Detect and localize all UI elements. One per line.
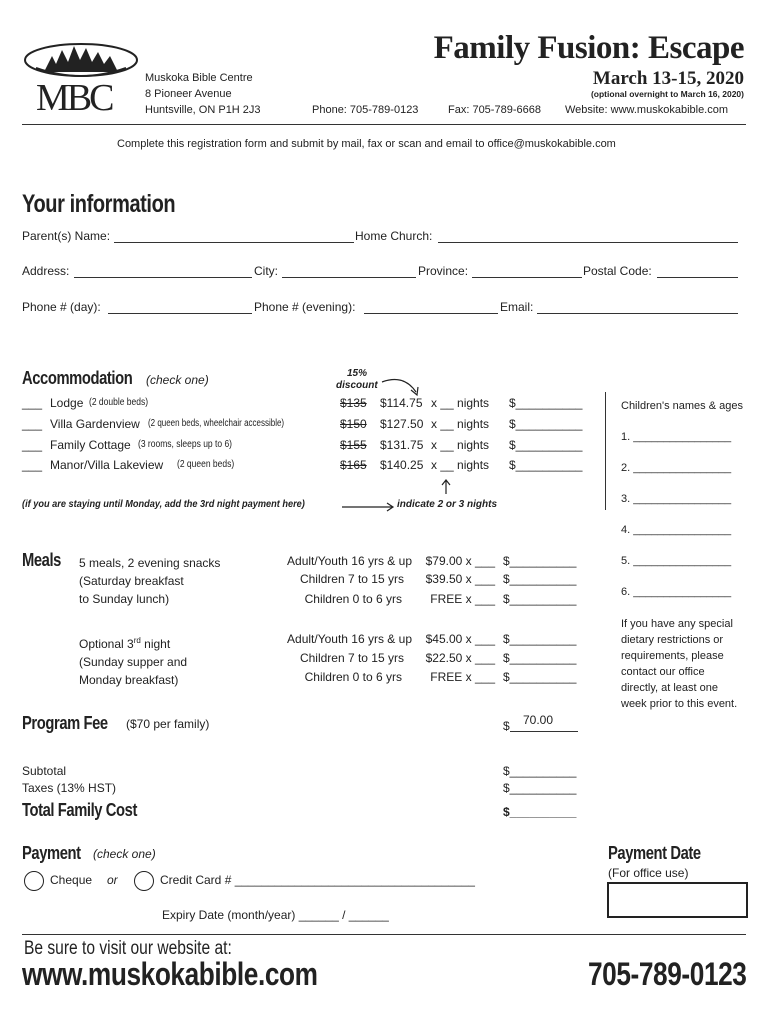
- child-line[interactable]: 2. ________________: [621, 462, 732, 474]
- accommodation-nights[interactable]: x __ nights: [431, 396, 490, 410]
- meal-label: Children 7 to 15 yrs: [299, 572, 404, 586]
- taxes-field[interactable]: $__________: [503, 781, 577, 795]
- office-use-label: (For office use): [608, 866, 689, 880]
- city-field[interactable]: [282, 277, 416, 278]
- event-dates: March 13-15, 2020: [592, 68, 744, 89]
- child-line[interactable]: 3. ________________: [621, 493, 732, 505]
- meal-total[interactable]: $__________: [503, 572, 577, 586]
- optional-night-line: Monday breakfast): [79, 673, 179, 687]
- dietary-line: dietary restrictions or: [621, 634, 724, 646]
- header-divider: [22, 124, 746, 125]
- cheque-label: Cheque: [50, 873, 93, 887]
- province-field[interactable]: [472, 277, 582, 278]
- accommodation-nights[interactable]: x __ nights: [431, 438, 490, 452]
- payment-heading: Payment: [22, 843, 81, 863]
- address-field[interactable]: [74, 277, 252, 278]
- church-label: Home Church:: [355, 229, 433, 243]
- postal-label: Postal Code:: [583, 264, 652, 278]
- credit-radio[interactable]: [134, 871, 154, 891]
- meal-row: [240, 632, 585, 650]
- phone-day-label: Phone # (day):: [22, 300, 101, 314]
- child-line[interactable]: 4. ________________: [621, 524, 732, 536]
- footer-divider: [22, 934, 746, 935]
- accommodation-total[interactable]: $__________: [509, 458, 583, 472]
- meal-price[interactable]: $79.00 x ___: [425, 554, 495, 568]
- phone-text: Phone: 705-789-0123: [312, 104, 419, 116]
- accommodation-check[interactable]: ___: [22, 438, 43, 452]
- right-arrow-icon: [342, 502, 396, 512]
- accommodation-row: [22, 438, 592, 456]
- meal-price[interactable]: FREE x ___: [430, 670, 495, 684]
- accommodation-old-price: $165: [340, 458, 367, 472]
- accommodation-detail: (3 rooms, sleeps up to 6): [138, 439, 233, 450]
- meals-heading: Meals: [22, 550, 61, 570]
- meal-label: Children 0 to 6 yrs: [304, 670, 402, 684]
- accommodation-new-price: $114.75: [380, 396, 423, 410]
- church-field[interactable]: [438, 242, 738, 243]
- accommodation-old-price: $135: [340, 396, 367, 410]
- footer-phone[interactable]: 705-789-0123: [588, 956, 747, 992]
- accommodation-check[interactable]: ___: [22, 458, 43, 472]
- cheque-radio[interactable]: [24, 871, 44, 891]
- program-note: ($70 per family): [126, 717, 210, 731]
- logo: [22, 38, 140, 118]
- meals-desc: [79, 554, 220, 608]
- address-label: Address:: [22, 264, 70, 278]
- org-address1: 8 Pioneer Avenue: [145, 88, 232, 100]
- logo-text: MBC: [36, 77, 112, 119]
- meal-total[interactable]: $__________: [503, 592, 577, 606]
- info-heading: Your information: [22, 190, 176, 218]
- accommodation-old-price: $155: [340, 438, 367, 452]
- accommodation-check[interactable]: ___: [22, 396, 43, 410]
- accommodation-row: [22, 396, 592, 414]
- accommodation-row: [22, 417, 592, 435]
- meal-row: [240, 554, 585, 572]
- meal-price[interactable]: $45.00 x ___: [425, 632, 495, 646]
- meal-total[interactable]: $__________: [503, 554, 577, 568]
- child-line[interactable]: 5. ________________: [621, 555, 732, 567]
- meal-row: [240, 670, 585, 688]
- optional-night-line: Optional 3rd night: [79, 636, 171, 651]
- accommodation-name: Lodge: [50, 396, 84, 410]
- dietary-line: If you have any special: [621, 618, 733, 630]
- meal-row: [240, 651, 585, 669]
- accommodation-check[interactable]: ___: [22, 417, 43, 431]
- accommodation-new-price: $127.50: [380, 417, 424, 431]
- meal-price[interactable]: $22.50 x ___: [425, 651, 495, 665]
- meals-desc-line: (Saturday breakfast: [79, 574, 184, 588]
- child-line[interactable]: 6. ________________: [621, 586, 732, 598]
- meal-price[interactable]: FREE x ___: [430, 592, 495, 606]
- meal-total[interactable]: $__________: [503, 632, 577, 646]
- discount-percent: 15%: [347, 368, 368, 379]
- payment-date-heading: Payment Date: [608, 843, 701, 863]
- page-title: Family Fusion: Escape: [433, 30, 744, 66]
- subtotal-field[interactable]: $__________: [503, 764, 577, 778]
- accommodation-new-price: $131.75: [380, 438, 424, 452]
- taxes-label: Taxes (13% HST): [22, 781, 117, 795]
- program-amount: 70.00: [523, 713, 554, 727]
- credit-card-field[interactable]: Credit Card # ____________________________________: [160, 873, 475, 887]
- phone-day-field[interactable]: [108, 313, 252, 314]
- subtotal-label: Subtotal: [22, 764, 67, 778]
- accommodation-name: Family Cottage: [50, 438, 131, 452]
- dietary-line: contact our office: [621, 666, 705, 678]
- payment-date-box: [607, 882, 748, 918]
- optional-night-line: (Sunday supper and: [79, 655, 188, 669]
- meal-label: Adult/Youth 16 yrs & up: [287, 554, 412, 568]
- meal-label: Adult/Youth 16 yrs & up: [287, 632, 412, 646]
- accommodation-nights[interactable]: x __ nights: [431, 458, 490, 472]
- parents-label: Parent(s) Name:: [22, 229, 111, 243]
- accommodation-name: Manor/Villa Lakeview: [50, 458, 164, 472]
- province-label: Province:: [418, 264, 469, 278]
- accommodation-vertical-divider: [605, 392, 606, 510]
- accommodation-new-price: $140.25: [380, 458, 424, 472]
- payment-check-one: (check one): [93, 847, 156, 861]
- program-amount-line: [510, 731, 578, 732]
- program-dollar: $: [503, 719, 510, 733]
- visit-text: Be sure to visit our website at:: [24, 938, 232, 959]
- discount-word: discount: [336, 380, 378, 391]
- meal-label: Children 7 to 15 yrs: [299, 651, 404, 665]
- meals-desc-line: 5 meals, 2 evening snacks: [79, 556, 221, 570]
- meal-label: Children 0 to 6 yrs: [304, 592, 402, 606]
- accommodation-row: [22, 458, 592, 476]
- city-label: City:: [254, 264, 278, 278]
- accommodation-detail: (2 queen beds): [177, 459, 235, 470]
- dietary-note: [621, 616, 737, 712]
- instructions: Complete this registration form and submit by mail, fax or scan and email to office@muskokabible.com: [117, 138, 616, 150]
- discount-arrow-icon: [380, 374, 422, 398]
- dietary-line: requirements, please: [621, 650, 724, 662]
- org-address2: Huntsville, ON P1H 2J3: [145, 104, 261, 116]
- meal-total[interactable]: $__________: [503, 670, 577, 684]
- indicate-note: indicate 2 or 3 nights: [397, 499, 498, 510]
- accommodation-heading: Accommodation: [22, 368, 133, 388]
- accommodation-total[interactable]: $__________: [509, 417, 583, 431]
- accommodation-detail: (2 double beds): [89, 397, 149, 408]
- meal-row: [240, 592, 585, 610]
- accommodation-total[interactable]: $__________: [509, 438, 583, 452]
- website-url[interactable]: www.muskokabible.com: [22, 956, 318, 992]
- accommodation-total[interactable]: $__________: [509, 396, 583, 410]
- email-field[interactable]: [537, 313, 738, 314]
- program-heading: Program Fee: [22, 713, 108, 733]
- meal-total[interactable]: $__________: [503, 651, 577, 665]
- children-heading: Children's names & ages: [621, 400, 743, 412]
- dietary-line: week prior to this event.: [621, 698, 738, 710]
- optional-note: (optional overnight to March 16, 2020): [590, 89, 744, 99]
- phone-evening-field[interactable]: [364, 313, 498, 314]
- postal-field[interactable]: [657, 277, 738, 278]
- monday-note: (if you are staying until Monday, add the 3rd night payment here): [22, 499, 305, 510]
- fax-text: Fax: 705-789-6668: [448, 104, 541, 116]
- child-line[interactable]: 1. ________________: [621, 431, 732, 443]
- email-label: Email:: [500, 300, 534, 314]
- accommodation-check-one: (check one): [146, 373, 209, 387]
- expiry-field[interactable]: Expiry Date (month/year) ______ / ______: [162, 908, 389, 922]
- total-label: Total Family Cost: [22, 800, 137, 820]
- phone-evening-label: Phone # (evening):: [254, 300, 356, 314]
- accommodation-nights[interactable]: x __ nights: [431, 417, 490, 431]
- accommodation-detail: (2 queen beds, wheelchair accessible): [148, 418, 285, 429]
- org-name: Muskoka Bible Centre: [145, 72, 253, 84]
- website-text: Website: www.muskokabible.com: [565, 104, 729, 116]
- meal-price[interactable]: $39.50 x ___: [425, 572, 495, 586]
- meals-desc-line: to Sunday lunch): [79, 592, 170, 606]
- accommodation-old-price: $150: [340, 417, 367, 431]
- up-arrow-icon: [441, 479, 451, 495]
- parents-field[interactable]: [114, 242, 354, 243]
- optional-night-desc: [79, 632, 187, 689]
- accommodation-name: Villa Gardenview: [50, 417, 140, 431]
- or-label: or: [107, 873, 118, 887]
- meal-row: [240, 572, 585, 590]
- total-field[interactable]: $__________: [503, 805, 577, 819]
- dietary-line: directly, at least one: [621, 682, 719, 694]
